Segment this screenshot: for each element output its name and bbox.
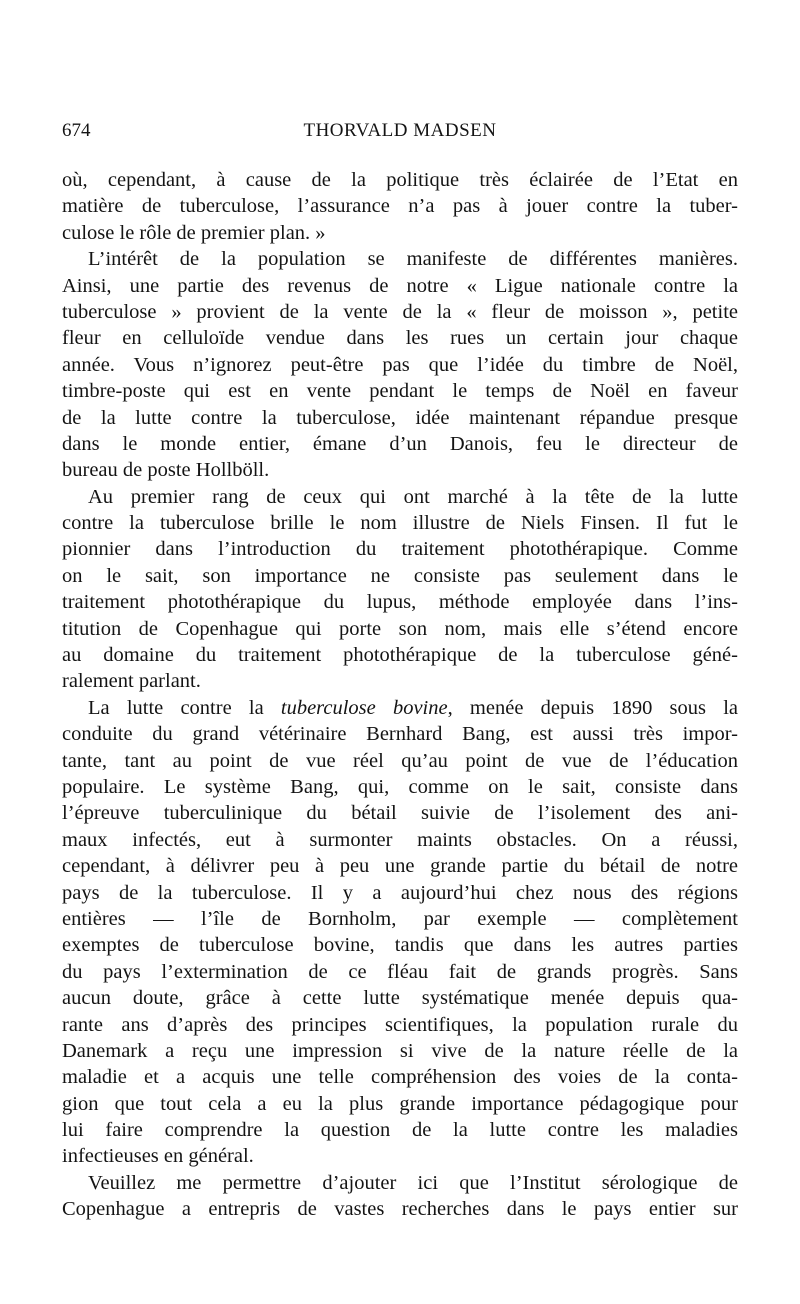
text-line: conduite du grand vétérinaire Bernhard Bang, est aussi très impor- [62, 723, 738, 746]
text-line: Danemark a reçu une impression si vive de la nature réelle de la [62, 1039, 738, 1062]
text-line: Veuillez me permettre d’ajouter ici que l’Institut sérologique de [88, 1171, 738, 1194]
text-line: timbre-poste qui est en vente pendant le temps de Noël en faveur [62, 380, 738, 403]
text-segment: , menée depuis 1890 sous la [447, 696, 738, 719]
text-line: l’épreuve tuberculinique du bétail suivie de l’isolement des ani- [62, 802, 738, 825]
text-line: contre la tuberculose brille le nom illustre de Niels Finsen. Il fut le [62, 512, 738, 535]
text-line: exemptes de tuberculose bovine, tandis que dans les autres parties [62, 934, 738, 957]
text-line: maux infectés, eut à surmonter maints obstacles. On a réussi, [62, 828, 738, 851]
text-line: au domaine du traitement photothérapique de la tuberculose géné- [62, 644, 738, 667]
text-line: Au premier rang de ceux qui ont marché à la tête de la lutte [88, 485, 738, 508]
text-line: aucun doute, grâce à cette lutte systématique menée depuis qua- [62, 987, 738, 1010]
page-number: 674 [62, 120, 91, 141]
text-line: L’intérêt de la population se manifeste de différentes manières. [88, 248, 738, 271]
text-line: titution de Copenhague qui porte son nom, mais elle s’étend encore [62, 617, 738, 640]
text-line: où, cependant, à cause de la politique très éclairée de l’Etat en [62, 169, 738, 191]
text-line: gion que tout cela a eu la plus grande importance pédagogique pour [62, 1092, 738, 1115]
text-line: entières — l’île de Bornholm, par exemple — complètement [62, 907, 738, 930]
italic-term: tuberculose bovine [280, 696, 448, 719]
running-title: THORVALD MADSEN [303, 120, 497, 141]
text-line: Copenhague a entrepris de vastes recherches dans le pays entier sur [62, 1198, 738, 1221]
text-line: année. Vous n’ignorez peut-être pas que l’idée du timbre de Noël, [62, 353, 738, 376]
body-text [62, 167, 738, 1223]
text-line: de la lutte contre la tuberculose, idée maintenant répandue presque [62, 406, 738, 429]
running-head [62, 116, 738, 146]
text-line: maladie et a acquis une telle compréhension des voies de la conta- [62, 1066, 738, 1089]
text-segment: La lutte contre la [88, 696, 281, 719]
text-line: tante, tant au point de vue réel qu’au point de vue de l’éducation [62, 749, 738, 772]
text-line: matière de tuberculose, l’assurance n’a pas à jouer contre la tuber- [62, 195, 738, 218]
text-line: lui faire comprendre la question de la lutte contre les maladies [62, 1119, 738, 1142]
text-line: fleur en celluloïde vendue dans les rues un certain jour chaque [62, 327, 738, 350]
text-line: cependant, à délivrer peu à peu une grande partie du bétail de notre [62, 855, 738, 878]
text-line: culose le rôle de premier plan. » [62, 221, 326, 244]
text-line [62, 695, 738, 721]
text-line: Ainsi, une partie des revenus de notre « Ligue nationale contre la [62, 274, 738, 297]
text-line: pays de la tuberculose. Il y a aujourd’hui chez nous des régions [62, 881, 738, 904]
text-line: bureau de poste Hollböll. [62, 459, 270, 482]
book-page [62, 116, 738, 1223]
text-line: pionnier dans l’introduction du traitement photothérapique. Comme [62, 538, 738, 561]
text-line: tuberculose » provient de la vente de la « fleur de moisson », petite [62, 300, 738, 323]
text-line: populaire. Le système Bang, qui, comme on le sait, consiste dans [62, 775, 738, 798]
text-line: ralement parlant. [62, 670, 201, 693]
text-line: rante ans d’après des principes scientifiques, la population rurale du [62, 1013, 738, 1036]
text-line: dans le monde entier, émane d’un Danois, feu le directeur de [62, 432, 738, 455]
text-line: infectieuses en général. [62, 1145, 254, 1168]
text-line: on le sait, son importance ne consiste pas seulement dans le [62, 564, 738, 587]
text-line: du pays l’extermination de ce fléau fait de grands progrès. Sans [62, 960, 738, 983]
text-line: traitement photothérapique du lupus, méthode employée dans l’ins- [62, 591, 738, 614]
